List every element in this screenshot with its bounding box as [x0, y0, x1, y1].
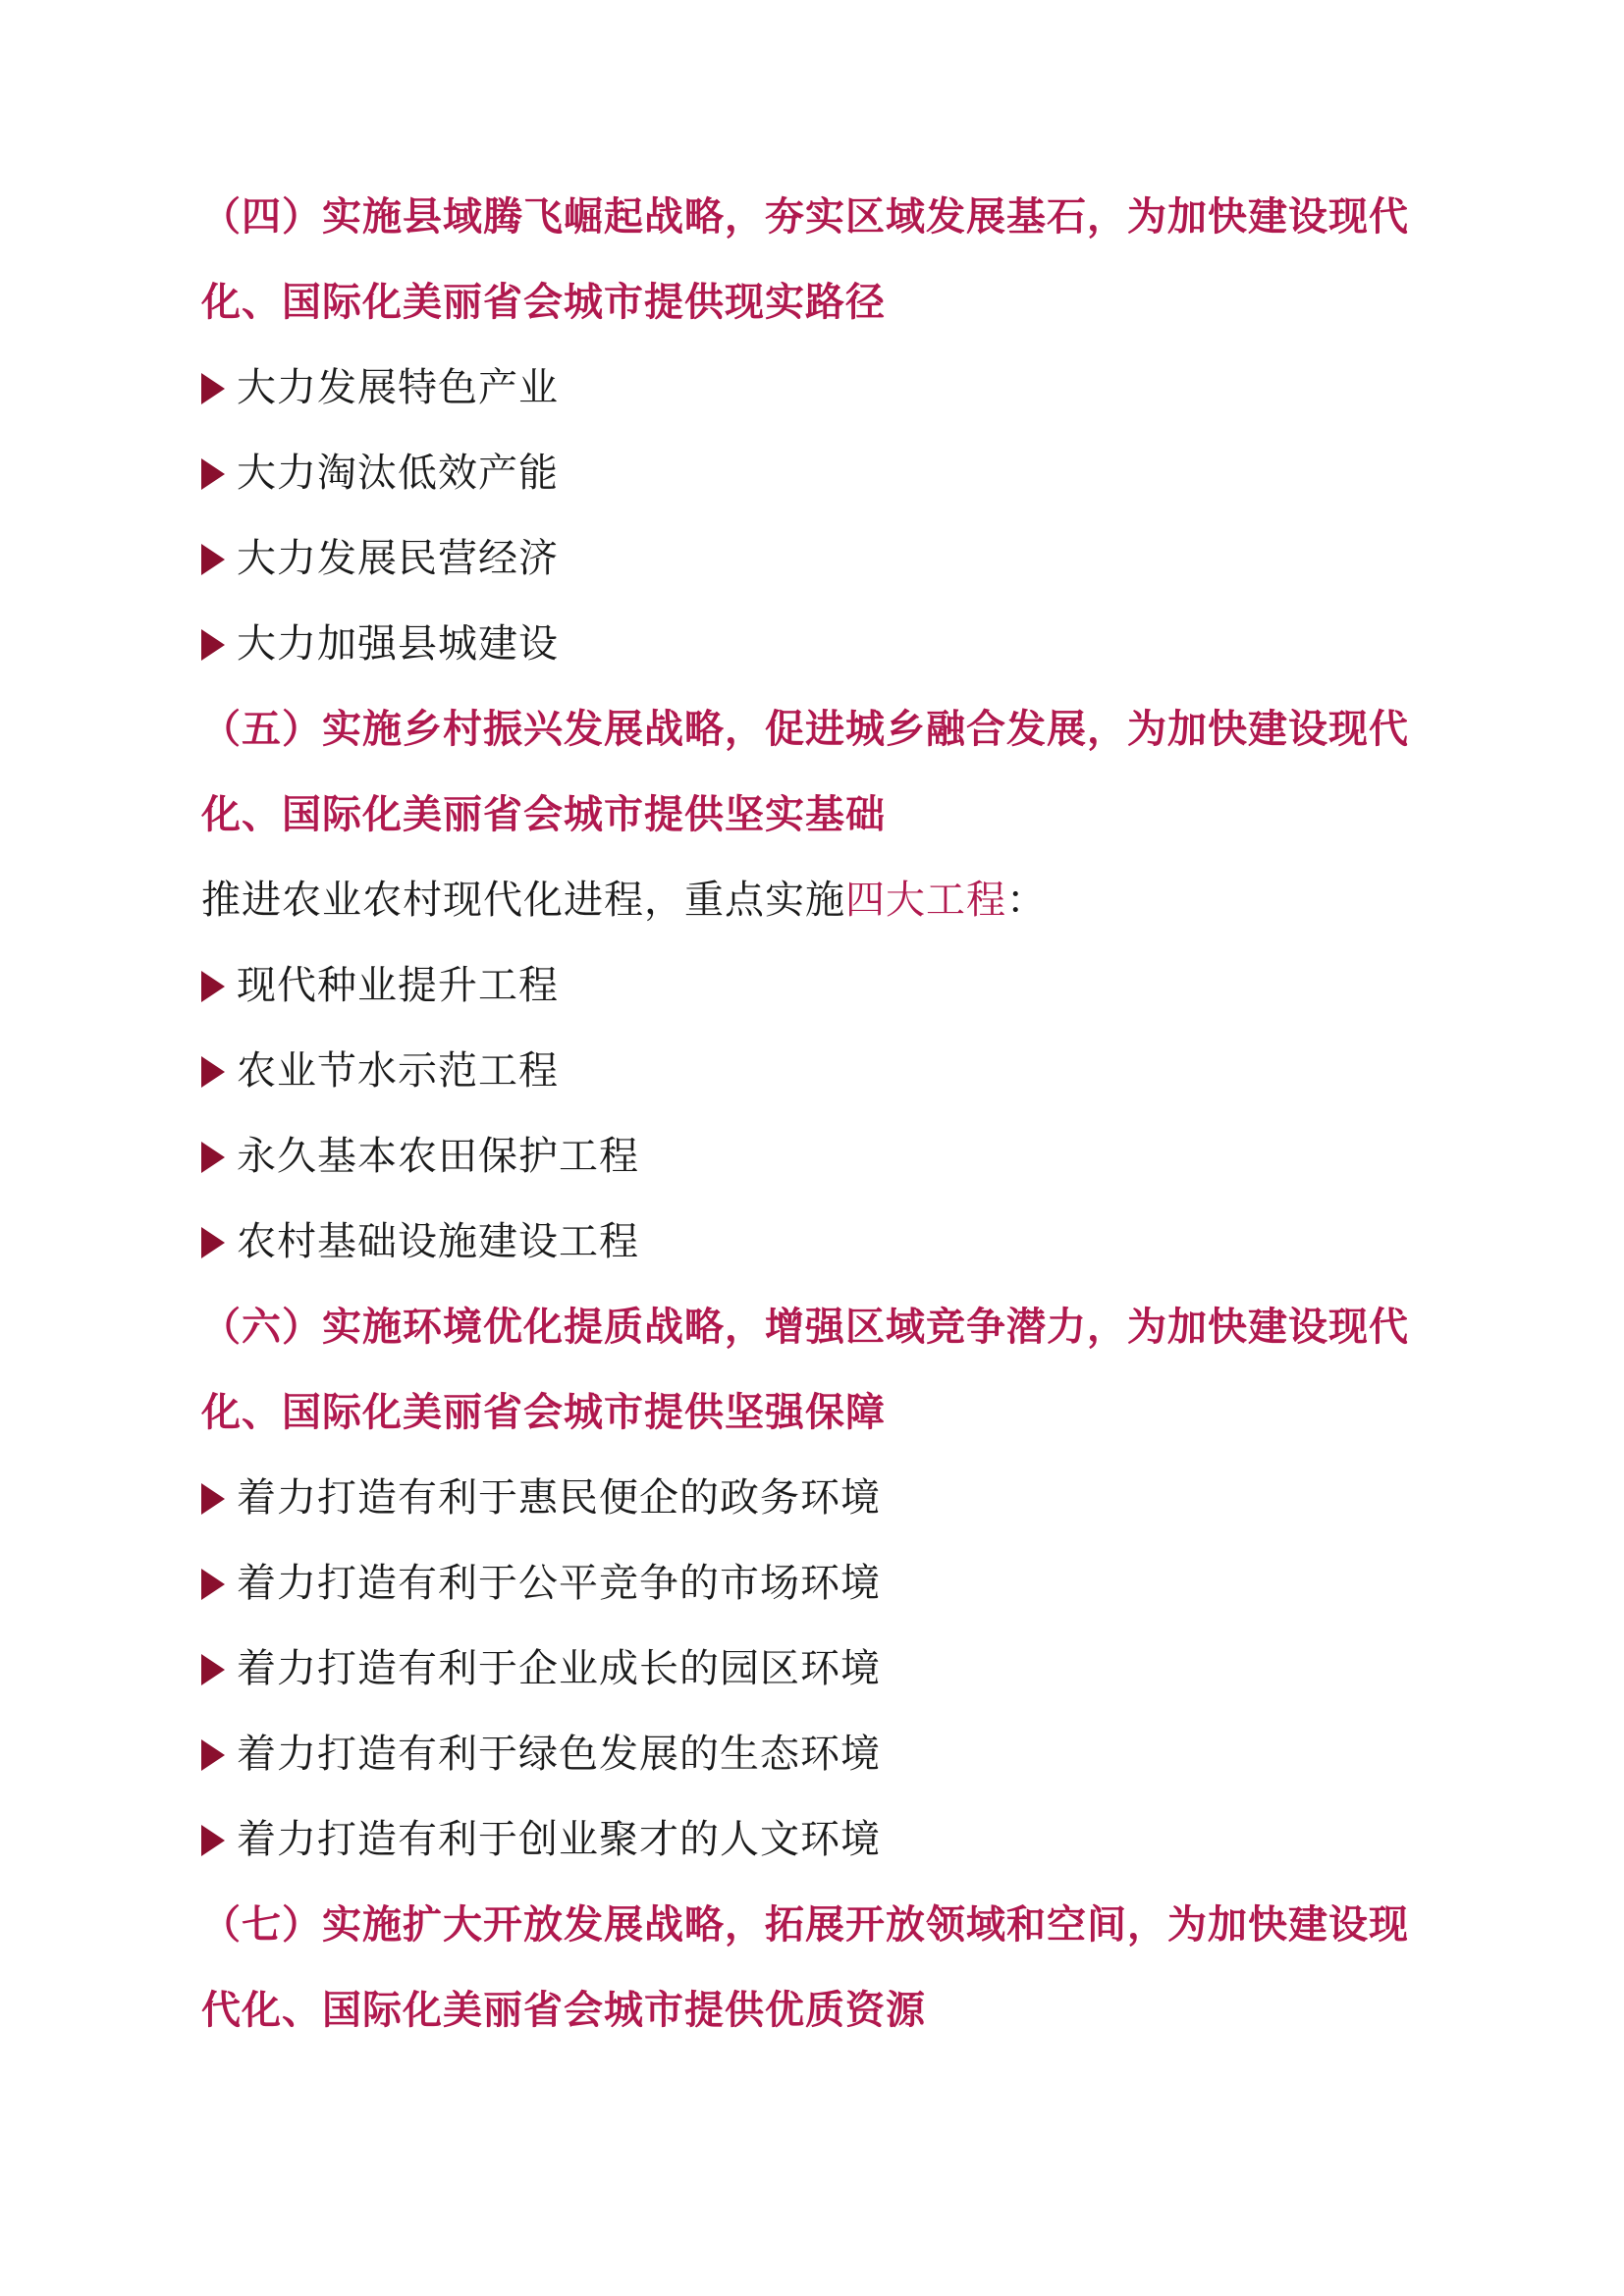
list-item — [201, 602, 1429, 687]
list-item — [201, 346, 1429, 431]
triangle-bullet-icon — [201, 971, 225, 1002]
list-item — [201, 943, 1429, 1029]
section5-heading-line2: 化、国际化美丽省会城市提供坚实基础 — [201, 792, 886, 837]
triangle-bullet-icon — [201, 1483, 225, 1515]
triangle-bullet-icon — [201, 544, 225, 575]
list-item — [201, 1456, 1429, 1541]
triangle-bullet-icon — [201, 1056, 225, 1088]
list-item-text: 大力发展特色产业 — [237, 365, 559, 410]
list-item-text: 大力加强县城建设 — [237, 621, 559, 667]
list-item-text: 着力打造有利于惠民便企的政务环境 — [237, 1475, 881, 1521]
list-item — [201, 1029, 1429, 1114]
intro-highlight: 四大工程 — [845, 878, 1006, 923]
list-item — [201, 1712, 1429, 1797]
section4-heading-line2: 化、国际化美丽省会城市提供现实路径 — [201, 280, 886, 325]
list-item — [201, 431, 1429, 516]
triangle-bullet-icon — [201, 1654, 225, 1685]
section6-heading-line2: 化、国际化美丽省会城市提供坚强保障 — [201, 1390, 886, 1435]
triangle-bullet-icon — [201, 1569, 225, 1600]
intro-text: 推进农业农村现代化进程，重点实施 — [201, 878, 845, 923]
triangle-bullet-icon — [201, 1739, 225, 1771]
list-item-text: 永久基本农田保护工程 — [237, 1134, 639, 1179]
list-item-text: 着力打造有利于公平竞争的市场环境 — [237, 1561, 881, 1606]
list-item — [201, 1114, 1429, 1200]
triangle-bullet-icon — [201, 373, 225, 404]
triangle-bullet-icon — [201, 458, 225, 490]
section5-intro — [201, 858, 1429, 943]
triangle-bullet-icon — [201, 1227, 225, 1258]
section5-heading-line1: （五）实施乡村振兴发展战略，促进城乡融合发展，为加快建设现代 — [201, 707, 1409, 752]
list-item-text: 大力淘汰低效产能 — [237, 451, 559, 496]
triangle-bullet-icon — [201, 1825, 225, 1856]
section7-heading-line2: 代化、国际化美丽省会城市提供优质资源 — [201, 1988, 926, 2033]
section4-heading-line1: （四）实施县域腾飞崛起战略，夯实区域发展基石，为加快建设现代 — [201, 194, 1409, 240]
list-item — [201, 1797, 1429, 1883]
list-item-text: 农业节水示范工程 — [237, 1048, 559, 1094]
list-item — [201, 1200, 1429, 1285]
page-content — [201, 175, 1429, 2054]
list-item-text: 大力发展民营经济 — [237, 536, 559, 581]
triangle-bullet-icon — [201, 629, 225, 661]
list-item-text: 着力打造有利于绿色发展的生态环境 — [237, 1732, 881, 1777]
list-item — [201, 516, 1429, 602]
list-item-text: 现代种业提升工程 — [237, 963, 559, 1008]
list-item-text: 着力打造有利于企业成长的园区环境 — [237, 1646, 881, 1691]
section7-heading-line1: （七）实施扩大开放发展战略，拓展开放领域和空间，为加快建设现 — [201, 1902, 1409, 1948]
triangle-bullet-icon — [201, 1142, 225, 1173]
intro-colon: ： — [1006, 878, 1047, 923]
list-item — [201, 1627, 1429, 1712]
section6-heading-line1: （六）实施环境优化提质战略，增强区域竞争潜力，为加快建设现代 — [201, 1305, 1409, 1350]
list-item-text: 着力打造有利于创业聚才的人文环境 — [237, 1817, 881, 1862]
list-item-text: 农村基础设施建设工程 — [237, 1219, 639, 1264]
list-item — [201, 1541, 1429, 1627]
